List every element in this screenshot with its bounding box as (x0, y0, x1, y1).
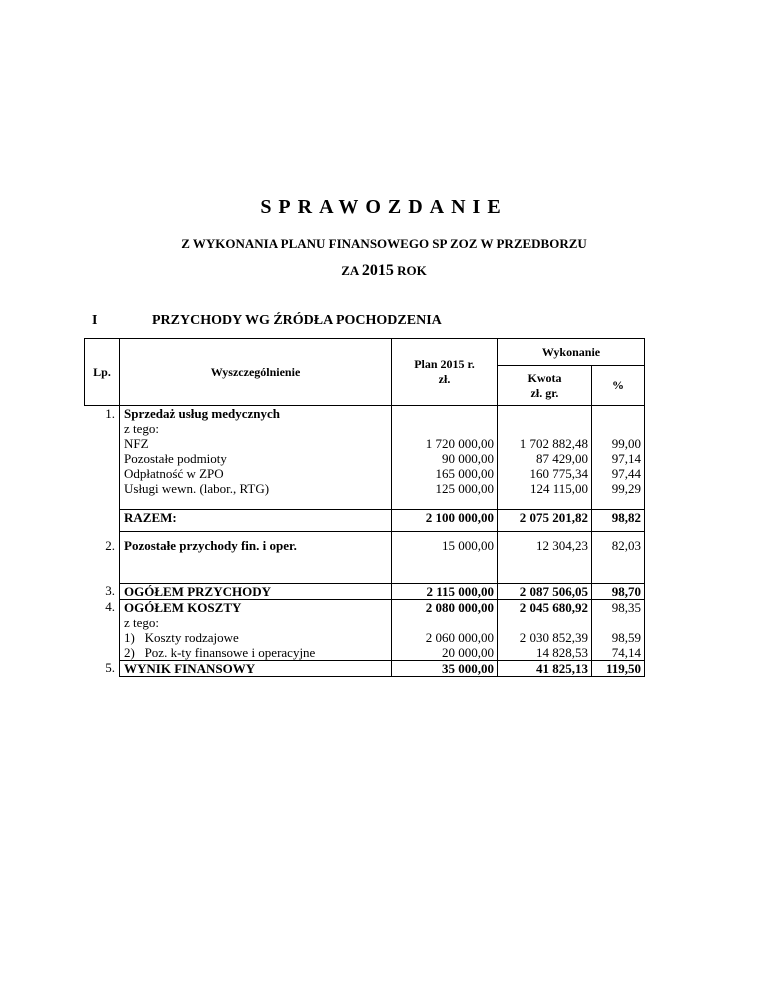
row-lp: 5. (105, 660, 115, 675)
row-label: Sprzedaż usług medycznych (120, 406, 392, 422)
row-percent: 98,59 (592, 630, 645, 645)
financial-table (84, 338, 645, 677)
row-label: NFZ (120, 436, 392, 451)
row-percent: 82,03 (592, 538, 645, 553)
header-plan (392, 339, 498, 406)
table-row (85, 660, 645, 676)
table-row (85, 538, 645, 553)
row-amount: 12 304,23 (498, 538, 592, 553)
row-lp: 4. (105, 599, 115, 614)
row-amount: 2 075 201,82 (498, 509, 592, 531)
report-title: SPRAWOZDANIE (260, 196, 508, 218)
table-row (85, 481, 645, 496)
table-row (85, 599, 645, 615)
row-sub: z tego: (120, 421, 392, 436)
row-label: 1) Koszty rodzajowe (120, 630, 392, 645)
row-label: 2) Poz. k-ty finansowe i operacyjne (120, 645, 392, 661)
row-plan: 165 000,00 (392, 466, 498, 481)
row-plan: 125 000,00 (392, 481, 498, 496)
row-label: Usługi wewn. (labor., RTG) (120, 481, 392, 496)
row-label: Pozostałe przychody fin. i oper. (120, 538, 392, 553)
row-sub: z tego: (120, 615, 392, 630)
row-label: RAZEM: (120, 509, 392, 531)
header-percent: % (592, 366, 645, 406)
section-number: I (92, 313, 98, 328)
row-amount: 87 429,00 (498, 451, 592, 466)
header-execution: Wykonanie (498, 339, 645, 366)
table-row (85, 421, 645, 436)
year-suffix: ROK (397, 263, 427, 278)
row-amount: 124 115,00 (498, 481, 592, 496)
report-year-line (0, 262, 768, 280)
row-amount: 14 828,53 (498, 645, 592, 661)
row-percent: 98,82 (592, 509, 645, 531)
row-percent: 98,35 (592, 599, 645, 615)
report-year: 2015 (361, 262, 394, 279)
row-plan: 2 060 000,00 (392, 630, 498, 645)
row-label: Odpłatność w ZPO (120, 466, 392, 481)
table-row (85, 615, 645, 630)
row-amount: 2 030 852,39 (498, 630, 592, 645)
row-amount: 2 045 680,92 (498, 599, 592, 615)
row-plan: 90 000,00 (392, 451, 498, 466)
row-lp: 3. (105, 583, 115, 598)
row-plan: 20 000,00 (392, 645, 498, 661)
row-plan: 35 000,00 (392, 660, 498, 676)
row-label: OGÓŁEM KOSZTY (120, 599, 392, 615)
table-row (85, 466, 645, 481)
row-amount: 41 825,13 (498, 660, 592, 676)
row-plan: 2 080 000,00 (392, 599, 498, 615)
row-percent: 119,50 (592, 660, 645, 676)
row-percent: 74,14 (592, 645, 645, 661)
row-percent: 97,14 (592, 451, 645, 466)
header-description: Wyszczególnienie (120, 339, 392, 406)
row-lp: 1. (85, 406, 120, 422)
header-amount-line1: Kwota (527, 370, 562, 385)
row-percent: 98,70 (592, 583, 645, 599)
table-row (85, 451, 645, 466)
row-plan: 2 115 000,00 (392, 583, 498, 599)
header-plan-line1: Plan 2015 r. (414, 357, 475, 371)
row-amount: 2 087 506,05 (498, 583, 592, 599)
row-amount: 1 702 882,48 (498, 436, 592, 451)
row-percent: 97,44 (592, 466, 645, 481)
header-lp: Lp. (85, 339, 120, 406)
row-lp: 2. (105, 538, 115, 553)
row-plan: 1 720 000,00 (392, 436, 498, 451)
row-label: Pozostałe podmioty (120, 451, 392, 466)
table-row (85, 645, 645, 661)
row-percent: 99,29 (592, 481, 645, 496)
row-plan: 2 100 000,00 (392, 509, 498, 531)
table-row (85, 406, 645, 422)
row-plan: 15 000,00 (392, 538, 498, 553)
header-amount (498, 366, 592, 406)
row-label: OGÓŁEM PRZYCHODY (120, 583, 392, 599)
header-amount-line2: zł. gr. (530, 385, 559, 400)
row-amount: 160 775,34 (498, 466, 592, 481)
table-row-total (85, 509, 645, 531)
row-percent: 99,00 (592, 436, 645, 451)
row-label: WYNIK FINANSOWY (120, 660, 392, 676)
section-title: PRZYCHODY WG ŹRÓDŁA POCHODZENIA (152, 313, 442, 328)
year-prefix: ZA (341, 263, 359, 278)
table-row (85, 436, 645, 451)
table-row (85, 583, 645, 599)
header-plan-line2: zł. (438, 372, 451, 386)
table-row (85, 630, 645, 645)
report-subtitle: Z WYKONANIA PLANU FINANSOWEGO SP ZOZ W PRZEDBORZU (181, 236, 587, 251)
